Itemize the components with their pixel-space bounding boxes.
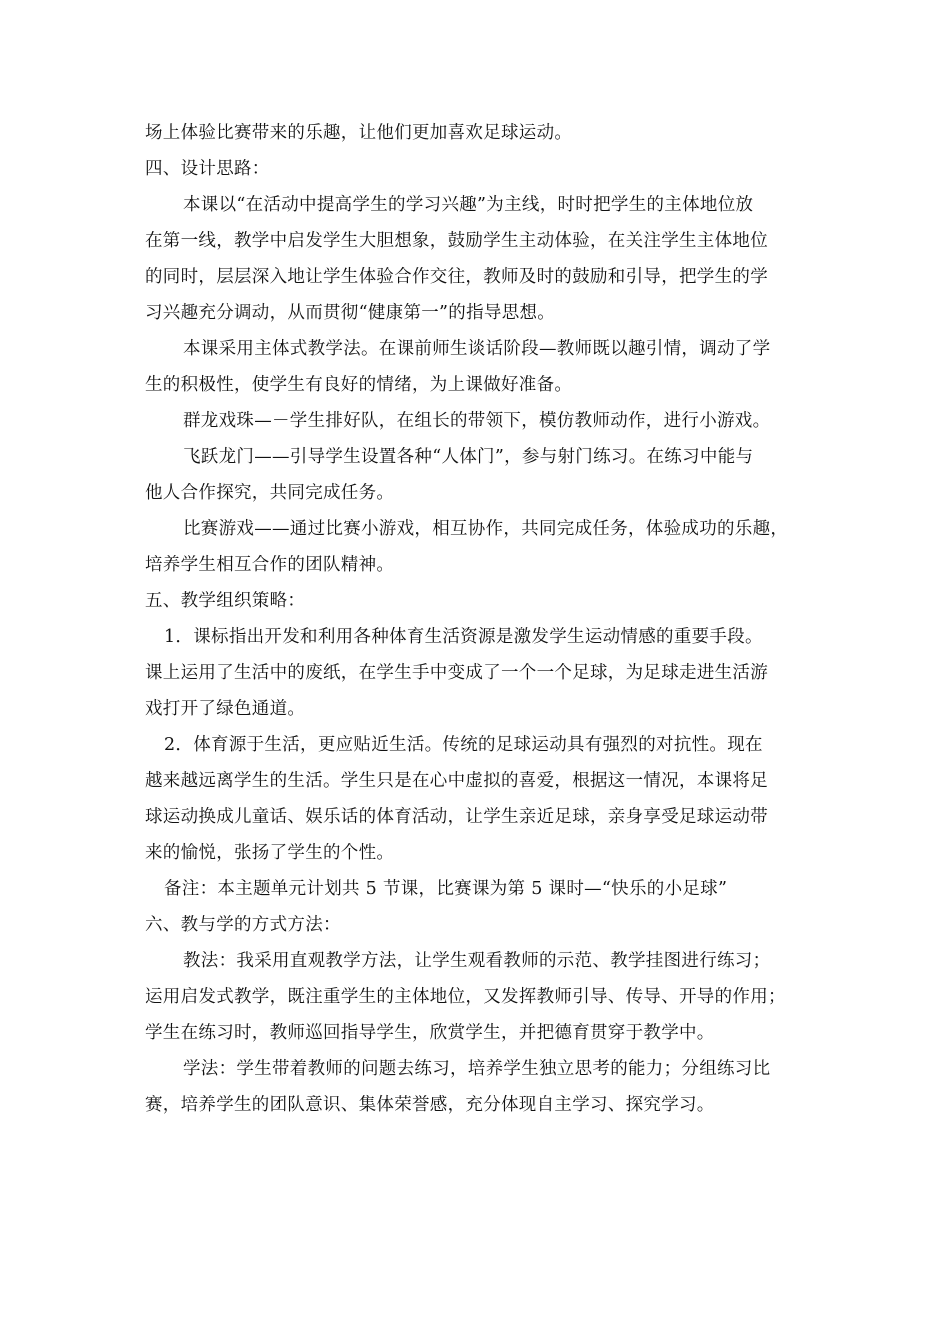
text-line: 课上运用了生活中的废纸，在学生手中变成了一个一个足球，为足球走进生活游 xyxy=(145,663,768,683)
text-line: 戏打开了绿色通道。 xyxy=(145,699,306,719)
text-line: 球运动换成儿童话、娱乐话的体育活动，让学生亲近足球，亲身享受足球运动带 xyxy=(145,807,768,827)
text-line: 比赛游戏——通过比赛小游戏，相互协作，共同完成任务，体验成功的乐趣， xyxy=(183,519,789,539)
text-line: 教法：我采用直观教学方法，让学生观看教师的示范、教学挂图进行练习； xyxy=(183,951,771,971)
section-heading-methods: 六、教与学的方式方法： xyxy=(145,915,341,935)
note-line: 备注：本主题单元计划共 5 节课，比赛课为第 5 课时—“快乐的小足球” xyxy=(164,879,728,899)
text-line: 赛，培养学生的团队意识、集体荣誉感，充分体现自主学习、探究学习。 xyxy=(145,1095,715,1115)
text-line: 2．体育源于生活，更应贴近生活。传统的足球运动具有强烈的对抗性。现在 xyxy=(164,735,763,755)
section-heading-strategy: 五、教学组织策略： xyxy=(145,591,306,611)
text-line: 本课以“在活动中提高学生的学习兴趣”为主线，时时把学生的主体地位放 xyxy=(183,195,754,215)
text-line: 培养学生相互合作的团队精神。 xyxy=(145,555,395,575)
text-line: 学生在练习时，教师巡回指导学生，欣赏学生，并把德育贯穿于教学中。 xyxy=(145,1023,715,1043)
text-line: 场上体验比赛带来的乐趣，让他们更加喜欢足球运动。 xyxy=(145,123,573,143)
section-heading-design: 四、设计思路： xyxy=(145,159,270,179)
document-body xyxy=(145,115,807,1123)
text-line: 他人合作探究，共同完成任务。 xyxy=(145,483,395,503)
text-line: 运用启发式教学，既注重学生的主体地位，又发挥教师引导、传导、开导的作用； xyxy=(145,987,786,1007)
text-line: 来的愉悦，张扬了学生的个性。 xyxy=(145,843,395,863)
text-line: 本课采用主体式教学法。在课前师生谈话阶段—教师既以趣引情，调动了学 xyxy=(183,339,771,359)
text-line: 生的积极性，使学生有良好的情绪，为上课做好准备。 xyxy=(145,375,573,395)
text-line: 学法：学生带着教师的问题去练习，培养学生独立思考的能力；分组练习比 xyxy=(183,1059,771,1079)
text-line: 的同时，层层深入地让学生体验合作交往，教师及时的鼓励和引导，把学生的学 xyxy=(145,267,768,287)
text-line: 在第一线，教学中启发学生大胆想象，鼓励学生主动体验，在关注学生主体地位 xyxy=(145,231,768,251)
text-line: 飞跃龙门——引导学生设置各种“人体门”，参与射门练习。在练习中能与 xyxy=(183,447,754,467)
text-line: 1．课标指出开发和利用各种体育生活资源是激发学生运动情感的重要手段。 xyxy=(164,627,763,647)
text-line: 习兴趣充分调动，从而贯彻“健康第一”的指导思想。 xyxy=(145,303,556,323)
text-line: 群龙戏珠—－学生排好队，在组长的带领下，模仿教师动作，进行小游戏。 xyxy=(183,411,771,431)
text-line: 越来越远离学生的生活。学生只是在心中虚拟的喜爱，根据这一情况，本课将足 xyxy=(145,771,768,791)
